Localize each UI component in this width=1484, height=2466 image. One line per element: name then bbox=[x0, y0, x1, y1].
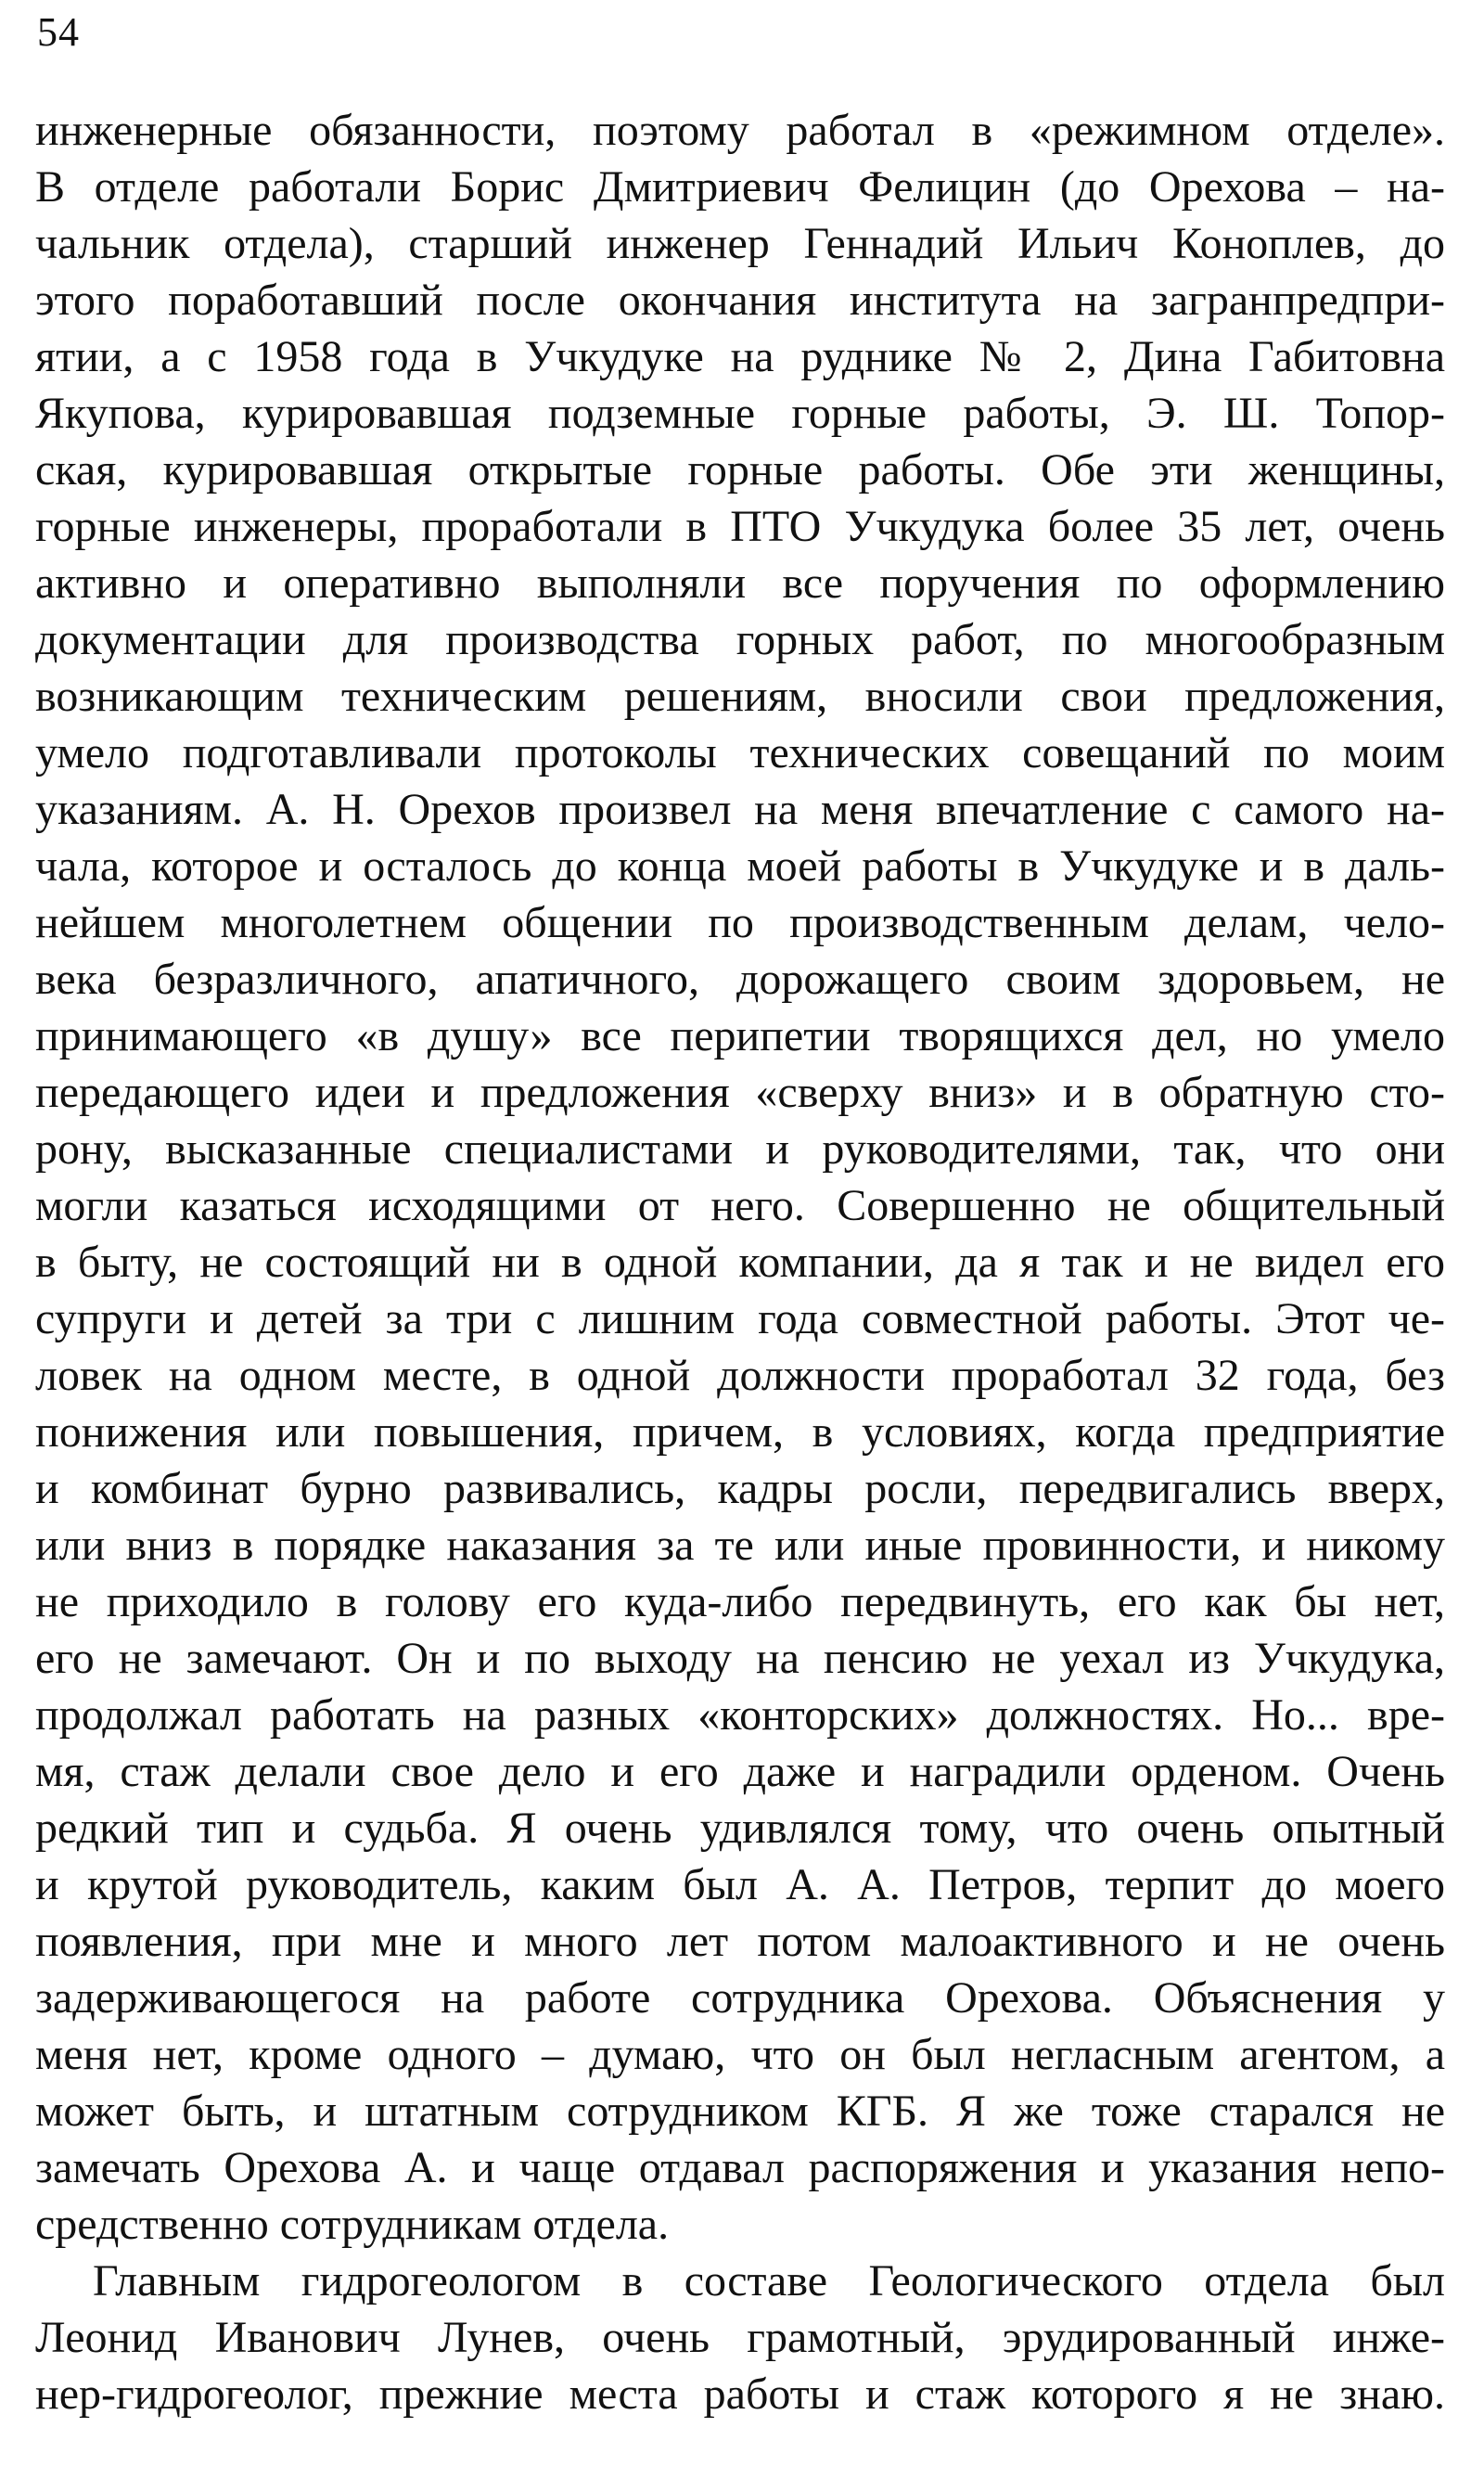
text-line: и комбинат бурно развивались, кадры росли, передвигались вверх, bbox=[35, 1464, 1445, 1513]
text-line: не приходило в голову его куда-либо передвинуть, его как бы нет, bbox=[35, 1577, 1445, 1626]
text-line: века безразличного, апатичного, дорожащего своим здоровьем, не bbox=[35, 955, 1445, 1004]
text-line: рону, высказанные специалистами и руководителями, так, что они bbox=[35, 1124, 1445, 1174]
text-line: появления, при мне и много лет потом малоактивного и не очень bbox=[35, 1917, 1445, 1966]
text-line: документации для производства горных работ, по многообразным bbox=[35, 615, 1445, 664]
text-line: продолжал работать на разных «конторских» должностях. Но... вре- bbox=[35, 1690, 1445, 1740]
text-line: ятии, а с 1958 года в Учкудуке на руднике № 2, Дина Габитовна bbox=[35, 332, 1445, 381]
text-line: этого поработавший после окончания института на загранпредпри- bbox=[35, 276, 1445, 325]
text-line: возникающим техническим решениям, вносили свои предложения, bbox=[35, 672, 1445, 721]
text-line: или вниз в порядке наказания за те или иные провинности, и никому bbox=[35, 1521, 1445, 1570]
text-line: нер-гидрогеолог, прежние места работы и стаж которого я не знаю. bbox=[35, 2370, 1445, 2419]
text-line: ловек на одном месте, в одной должности проработал 32 года, без bbox=[35, 1351, 1445, 1400]
text-line: ская, курировавшая открытые горные работы. Обе эти женщины, bbox=[35, 445, 1445, 494]
text-line: задерживающегося на работе сотрудника Орехова. Объяснения у bbox=[35, 1973, 1445, 2023]
text-line: редкий тип и судьба. Я очень удивлялся тому, что очень опытный bbox=[35, 1804, 1445, 1853]
text-line: мя, стаж делали свое дело и его даже и наградили орденом. Очень bbox=[35, 1747, 1445, 1796]
text-line: средственно сотрудникам отдела. bbox=[35, 2200, 670, 2249]
text-line: и крутой руководитель, каким был А. А. Петров, терпит до моего bbox=[35, 1860, 1445, 1909]
text-line: Якупова, курировавшая подземные горные работы, Э. Ш. Топор- bbox=[35, 389, 1445, 438]
text-line: Главным гидрогеологом в составе Геологического отдела был bbox=[93, 2256, 1445, 2305]
body-text bbox=[35, 102, 1445, 2422]
paragraph-2 bbox=[35, 2253, 1445, 2422]
paragraph-1 bbox=[35, 102, 1445, 2253]
text-line: может быть, и штатным сотрудником КГБ. Я же тоже старался не bbox=[35, 2087, 1445, 2136]
text-line: В отделе работали Борис Дмитриевич Фелицин (до Орехова – на- bbox=[35, 162, 1445, 212]
text-line: в быту, не состоящий ни в одной компании, да я так и не видел его bbox=[35, 1238, 1445, 1287]
text-line: могли казаться исходящими от него. Совершенно не общительный bbox=[35, 1181, 1445, 1230]
text-line: супруги и детей за три с лишним года совместной работы. Этот че- bbox=[35, 1294, 1445, 1343]
text-line: горные инженеры, проработали в ПТО Учкудука более 35 лет, очень bbox=[35, 502, 1445, 551]
page-number: 54 bbox=[37, 9, 80, 55]
text-line: нейшем многолетнем общении по производственным делам, чело- bbox=[35, 898, 1445, 947]
text-line: меня нет, кроме одного – думаю, что он был негласным агентом, а bbox=[35, 2030, 1445, 2079]
text-line: чала, которое и осталось до конца моей работы в Учкудуке и в даль- bbox=[35, 841, 1445, 891]
text-line: Леонид Иванович Лунев, очень грамотный, эрудированный инже- bbox=[35, 2313, 1445, 2362]
text-line: инженерные обязанности, поэтому работал в «режимном отделе». bbox=[35, 106, 1445, 155]
text-line: чальник отдела), старший инженер Геннадий Ильич Коноплев, до bbox=[35, 219, 1445, 268]
text-line: умело подготавливали протоколы технических совещаний по моим bbox=[35, 728, 1445, 777]
text-line: его не замечают. Он и по выходу на пенсию не уехал из Учкудука, bbox=[35, 1634, 1445, 1683]
text-line: передающего идеи и предложения «сверху вниз» и в обратную сто- bbox=[35, 1068, 1445, 1117]
text-line: указаниям. А. Н. Орехов произвел на меня впечатление с самого на- bbox=[35, 785, 1445, 834]
text-line: принимающего «в душу» все перипетии творящихся дел, но умело bbox=[35, 1011, 1445, 1060]
text-line: замечать Орехова А. и чаще отдавал распоряжения и указания непо- bbox=[35, 2143, 1445, 2192]
text-line: активно и оперативно выполняли все поручения по оформлению bbox=[35, 559, 1445, 608]
text-line: понижения или повышения, причем, в условиях, когда предприятие bbox=[35, 1407, 1445, 1457]
